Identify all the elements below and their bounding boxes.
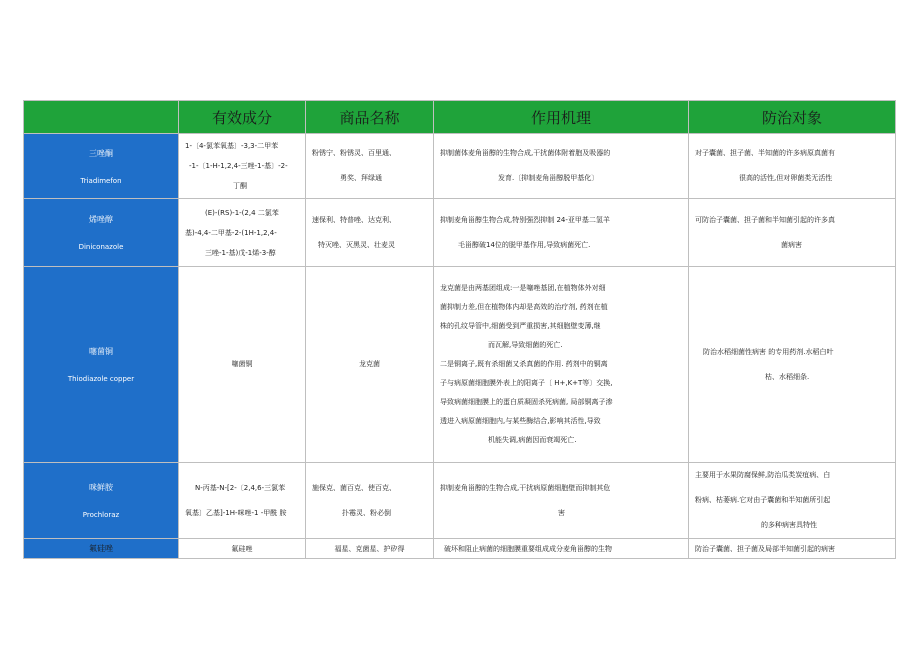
mechanism-line: 破坏和阻止病菌的细胞膜重要组成成分麦角甾醇的生物 — [444, 544, 612, 553]
target-line: 枯、水稻细条. — [765, 372, 810, 381]
target-line: 主要用于水果防腐保鲜,防治瓜类炭疽病、白 — [695, 471, 831, 479]
header-target: 防治对象 — [689, 101, 896, 134]
target-line: 可防治子囊菌、担子菌和半知菌引起的许多真 — [695, 215, 835, 224]
mechanism-line: 毛甾醇破14位的脱甲基作用,导致病菌死亡. — [458, 240, 591, 249]
mechanism-cell — [434, 463, 689, 539]
header-row — [24, 101, 896, 134]
name-en: Diniconazole — [78, 243, 124, 251]
mechanism-line: 发育.〔抑制麦角甾醇脱甲基化〕 — [498, 174, 599, 182]
name-cn: 噻菌铜 — [89, 347, 113, 356]
ingredient-line: (E)-(RS)-1-(2,4 二氯苯 — [205, 208, 279, 217]
row-name-cell — [24, 134, 179, 199]
trade-line: 速保利、特普唑、达克利、 — [312, 215, 396, 224]
row-name-cell — [24, 463, 179, 539]
ingredient-line: 氟硅唑 — [231, 544, 253, 553]
table-row — [24, 539, 896, 559]
name-en: Triadimefon — [80, 176, 122, 185]
mechanism-line: 导致病菌细胞膜上的蛋白质凝固杀死病菌, 局部铜离子渗 — [440, 398, 613, 406]
mechanism-line: 株的孔纹导管中,细菌受到严重损害,其细胞壁变薄,继 — [440, 322, 601, 330]
trade-cell — [306, 463, 434, 539]
header-blank — [24, 101, 179, 134]
ingredient-line: 氧基〕乙基]-1H-咪唑-1 -甲酰 胺 — [185, 508, 287, 517]
trade-line: 施保克、菌百克、使百克、 — [312, 483, 396, 492]
header-trade-name: 商品名称 — [306, 101, 434, 134]
table-row — [24, 463, 896, 539]
trade-cell — [306, 267, 434, 463]
mechanism-cell — [434, 199, 689, 267]
ingredient-cell — [179, 267, 306, 463]
target-line: 很高的活性,但对卵菌类无活性 — [739, 174, 833, 182]
trade-cell — [306, 539, 434, 559]
target-line: 粉病、枯萎病.它对由子囊菌和半知菌所引起 — [695, 496, 831, 504]
trade-cell — [306, 134, 434, 199]
name-cn: 氟硅唑 — [89, 544, 113, 553]
trade-line: 特灭唑、灭黑灵、壮麦灵 — [318, 240, 395, 249]
ingredient-line: -1-〔1-H-1,2,4-三唑-1-基〕-2- — [189, 162, 288, 170]
target-cell — [689, 134, 896, 199]
mechanism-cell — [434, 134, 689, 199]
row-name-cell — [24, 199, 179, 267]
target-cell — [689, 463, 896, 539]
mechanism-line: 二是铜离子,既有杀细菌又杀真菌的作用. 药剂中的铜离 — [440, 360, 608, 368]
name-cn: 咪鲜胺 — [89, 483, 113, 492]
target-line: 对子囊菌、担子菌、半知菌的许多病原真菌有 — [695, 149, 835, 157]
ingredient-cell — [179, 539, 306, 559]
mechanism-line: 透进入病原菌细胞内,与某些酶结合,影响其活性,导致 — [440, 417, 601, 425]
mechanism-cell — [434, 539, 689, 559]
name-en: Thiodiazole copper — [67, 375, 135, 383]
trade-cell — [306, 199, 434, 267]
row-name-cell — [24, 539, 179, 559]
trade-line: 扑霉灵、粉必倒 — [342, 508, 391, 517]
table-row — [24, 267, 896, 463]
target-cell — [689, 199, 896, 267]
ingredient-line: N-丙基-N-[2-〔2,4,6-三氯苯 — [195, 483, 286, 492]
fungicide-table — [23, 100, 896, 559]
name-cn: 烯唑醇 — [89, 215, 113, 224]
trade-line: 粉锈宁、粉锈灵、百里通、 — [312, 149, 396, 157]
mechanism-cell — [434, 267, 689, 463]
header-mechanism: 作用机理 — [434, 101, 689, 134]
ingredient-line: 基)-4,4-二甲基-2-(1H-1,2,4- — [185, 228, 277, 237]
mechanism-line: 抑制麦角甾醇的生物合成,干扰病原菌细胞壁而抑制其危 — [440, 483, 611, 492]
trade-line: 勇奖、拜绿通 — [340, 174, 382, 182]
mechanism-line: 害 — [558, 508, 565, 517]
mechanism-line: 菌抑制力差,但在植物体内却是高效的治疗剂, 药剂在植 — [440, 303, 608, 311]
trade-line: 龙克菌 — [359, 360, 380, 368]
ingredient-cell — [179, 463, 306, 539]
row-name-cell — [24, 267, 179, 463]
mechanism-line: 机能失调,病菌因而衰竭死亡. — [488, 436, 577, 444]
ingredient-line: 丁酮 — [233, 182, 247, 190]
target-line: 防治子囊菌、担子菌及局部半知菌引起的病害 — [695, 544, 835, 553]
trade-line: 福星、克菌星、护矽得 — [334, 544, 405, 553]
table-row — [24, 199, 896, 267]
ingredient-line: 1-〔4-氯苯氧基〕-3,3-二甲苯 — [185, 142, 279, 150]
mechanism-line: 抑制菌体麦角甾醇的生物合成,干扰菌体附着胞及吸器的 — [440, 149, 611, 157]
header-ingredient: 有效成分 — [179, 101, 306, 134]
name-cn: 三唑酮 — [89, 148, 113, 158]
ingredient-line: 三唑-1-基)戊-1烯-3-醇 — [205, 248, 276, 257]
target-cell — [689, 267, 896, 463]
mechanism-line: 龙克菌是由两基团组成:一是噻唑基团,在植物体外对细 — [440, 284, 606, 292]
table-row — [24, 134, 896, 199]
ingredient-cell — [179, 134, 306, 199]
target-cell — [689, 539, 896, 559]
target-line: 防治水稻细菌性病害 的专用药剂.水稻白叶 — [703, 347, 834, 356]
ingredient-cell — [179, 199, 306, 267]
mechanism-line: 抑制麦角甾醇生物合成,特别强烈抑制 24-亚甲基二氢羊 — [440, 215, 610, 224]
ingredient-line: 噻菌铜 — [231, 360, 253, 368]
mechanism-line: 而瓦解,导致细菌的死亡. — [488, 341, 563, 349]
target-line: 的多种病害具特性 — [761, 521, 817, 529]
name-en: Prochloraz — [82, 511, 120, 519]
target-line: 菌病害 — [781, 240, 802, 249]
mechanism-line: 子与病原菌细胞膜外表上的阳离子〔 H+,K+T等〕交换, — [440, 379, 613, 387]
